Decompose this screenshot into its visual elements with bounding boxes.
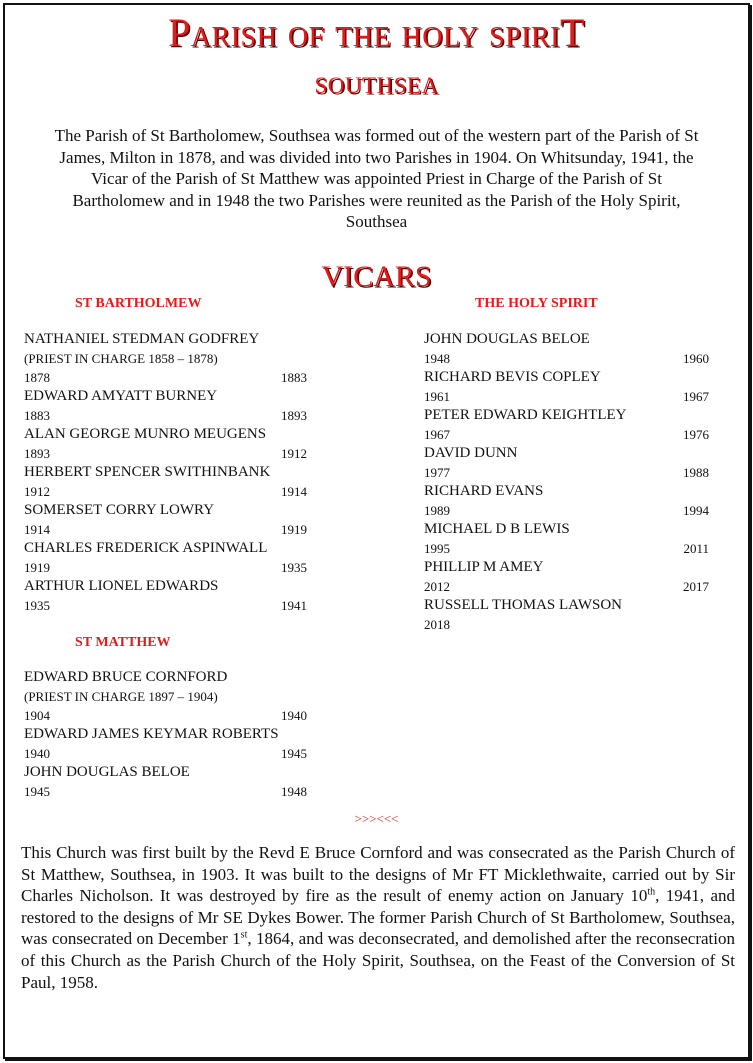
year-to: 2017	[683, 579, 709, 594]
closing-text-1: This Church was first built by the Revd E Bruce Cornford and was consecrated as the Parish Church of St Matthew, Southsea, in 1903. It was built to the designs of Mr FT Micklethwaite, carried out by Sir Charles Nicholson. It was destroyed by fire as the result of enemy action on January 10	[21, 843, 735, 906]
year-to: 1945	[281, 746, 307, 761]
vicar-entry	[24, 577, 307, 615]
vicar-entry	[24, 330, 307, 387]
year-from: 1935	[24, 598, 50, 613]
st-matthew-vicar-list	[24, 668, 307, 801]
vicar-entry	[424, 368, 709, 406]
ordinal-suffix-st: st	[240, 929, 248, 941]
vicar-name: MICHAEL D B LEWIS	[424, 521, 570, 537]
closing-text-2: , 1941, and restored to the designs of Mr SE Dykes Bower. The former Parish Church of St Bartholomew, Southsea, was consecrated on December 1	[21, 886, 735, 949]
vicar-note: (PRIEST IN CHARGE 1897 – 1904)	[24, 689, 218, 704]
year-from: 1945	[24, 784, 50, 799]
vicar-entry	[424, 444, 709, 482]
year-to: 1967	[683, 389, 709, 404]
vicar-entry	[424, 520, 709, 558]
year-to: 1941	[281, 598, 307, 613]
year-from: 1961	[424, 389, 450, 404]
year-to: 1976	[683, 427, 709, 442]
page-title: Parish of the holy spiriT	[168, 10, 585, 55]
year-from: 1914	[24, 522, 50, 537]
vicar-name: DAVID DUNN	[424, 445, 518, 461]
year-to: 1919	[281, 522, 307, 537]
vicar-years	[424, 349, 709, 368]
closing-paragraph	[21, 842, 735, 993]
vicar-years	[24, 558, 307, 577]
vicar-years	[24, 744, 307, 763]
vicar-name: PHILLIP M AMEY	[424, 559, 544, 575]
vicar-years	[424, 425, 709, 444]
closing-text-3: , 1864, and was deconsecrated, and demolished after the reconsecration of this Church as the Parish Church of the Holy Spirit, Southsea, on the Feast of the Conversion of St Paul, 1958.	[21, 929, 735, 992]
year-from: 1940	[24, 746, 50, 761]
year-to: 1893	[281, 408, 307, 423]
vicar-note: (PRIEST IN CHARGE 1858 – 1878)	[24, 351, 218, 366]
year-from: 1967	[424, 427, 450, 442]
year-to: 1914	[281, 484, 307, 499]
year-to: 1883	[281, 370, 307, 385]
year-to: 1948	[281, 784, 307, 799]
vicar-name: PETER EDWARD KEIGHTLEY	[424, 407, 627, 423]
year-to: 2011	[683, 541, 709, 556]
year-to: 1935	[281, 560, 307, 575]
year-from: 1989	[424, 503, 450, 518]
vicar-years	[424, 463, 709, 482]
vicar-entry	[24, 539, 307, 577]
vicar-name: EDWARD JAMES KEYMAR ROBERTS	[24, 726, 279, 742]
year-from: 1977	[424, 465, 450, 480]
vicar-name: JOHN DOUGLAS BELOE	[424, 331, 590, 347]
year-to: 1994	[683, 503, 709, 518]
vicar-entry	[24, 725, 307, 763]
vicar-years	[24, 706, 307, 725]
vicar-name: EDWARD BRUCE CORNFORD	[24, 669, 228, 685]
page-subtitle: southsea	[314, 65, 439, 101]
year-from: 1883	[24, 408, 50, 423]
vicar-name: RUSSELL THOMAS LAWSON	[424, 597, 622, 613]
year-from: 1904	[24, 708, 50, 723]
vicar-years	[424, 577, 709, 596]
holy-spirit-heading: THE HOLY SPIRIT	[475, 296, 598, 311]
vicar-name: JOHN DOUGLAS BELOE	[24, 764, 190, 780]
vicar-name: NATHANIEL STEDMAN GODFREY	[24, 331, 260, 347]
year-from: 1878	[24, 370, 50, 385]
vicar-years	[424, 539, 709, 558]
vicar-entry	[24, 425, 307, 463]
vicar-entry	[24, 668, 307, 725]
vicar-years	[424, 387, 709, 406]
vicar-entry	[424, 596, 709, 634]
year-from: 1995	[424, 541, 450, 556]
vicar-years	[24, 596, 307, 615]
vicar-name: CHARLES FREDERICK ASPINWALL	[24, 540, 268, 556]
vicar-entry	[24, 463, 307, 501]
vicar-entry	[424, 482, 709, 520]
vicar-entry	[424, 330, 709, 368]
year-to: 1988	[683, 465, 709, 480]
st-matthew-heading: ST MATTHEW	[75, 635, 171, 650]
st-bartholomew-vicar-list	[24, 330, 307, 615]
vicar-entry	[24, 387, 307, 425]
vicar-entry	[24, 763, 307, 801]
year-from: 1893	[24, 446, 50, 461]
vicar-entry	[424, 406, 709, 444]
holy-spirit-vicar-list	[424, 330, 709, 634]
year-from: 1948	[424, 351, 450, 366]
vicar-years	[24, 520, 307, 539]
year-from: 2018	[424, 617, 450, 632]
vicar-name: RICHARD EVANS	[424, 483, 544, 499]
year-to: 1940	[281, 708, 307, 723]
st-bartholomew-heading: ST BARTHOLMEW	[75, 296, 202, 311]
vicars-heading: VICARS	[321, 260, 432, 293]
year-from: 1919	[24, 560, 50, 575]
year-to: 1912	[281, 446, 307, 461]
vicar-name: HERBERT SPENCER SWITHINBANK	[24, 464, 271, 480]
year-from: 1912	[24, 484, 50, 499]
vicar-name: SOMERSET CORRY LOWRY	[24, 502, 215, 518]
vicar-years	[24, 406, 307, 425]
intro-paragraph: The Parish of St Bartholomew, Southsea was formed out of the western part of the Parish of St James, Milton in 1878, and was divided into two Parishes in 1904. On Whitsunday, 1941, the Vicar of the Parish of St Matthew was appointed Priest in Charge of the Parish of St Bartholomew and in 1948 the two Parishes were reunited as the Parish of the Holy Spirit, Southsea	[54, 126, 699, 231]
vicar-name: RICHARD BEVIS COPLEY	[424, 369, 601, 385]
notice-board	[3, 3, 750, 1059]
year-to: 1960	[683, 351, 709, 366]
vicar-entry	[424, 558, 709, 596]
vicar-years	[24, 444, 307, 463]
year-from: 2012	[424, 579, 450, 594]
vicar-years	[424, 615, 709, 634]
vicar-years	[424, 501, 709, 520]
vicar-years	[24, 482, 307, 501]
vicar-entry	[24, 501, 307, 539]
vicar-name: EDWARD AMYATT BURNEY	[24, 388, 218, 404]
vicar-years	[24, 782, 307, 801]
separator: >>><<<	[354, 811, 399, 826]
vicar-name: ARTHUR LIONEL EDWARDS	[24, 578, 219, 594]
ordinal-suffix-th: th	[647, 886, 656, 898]
vicar-years	[24, 368, 307, 387]
vicar-name: ALAN GEORGE MUNRO MEUGENS	[24, 426, 267, 442]
